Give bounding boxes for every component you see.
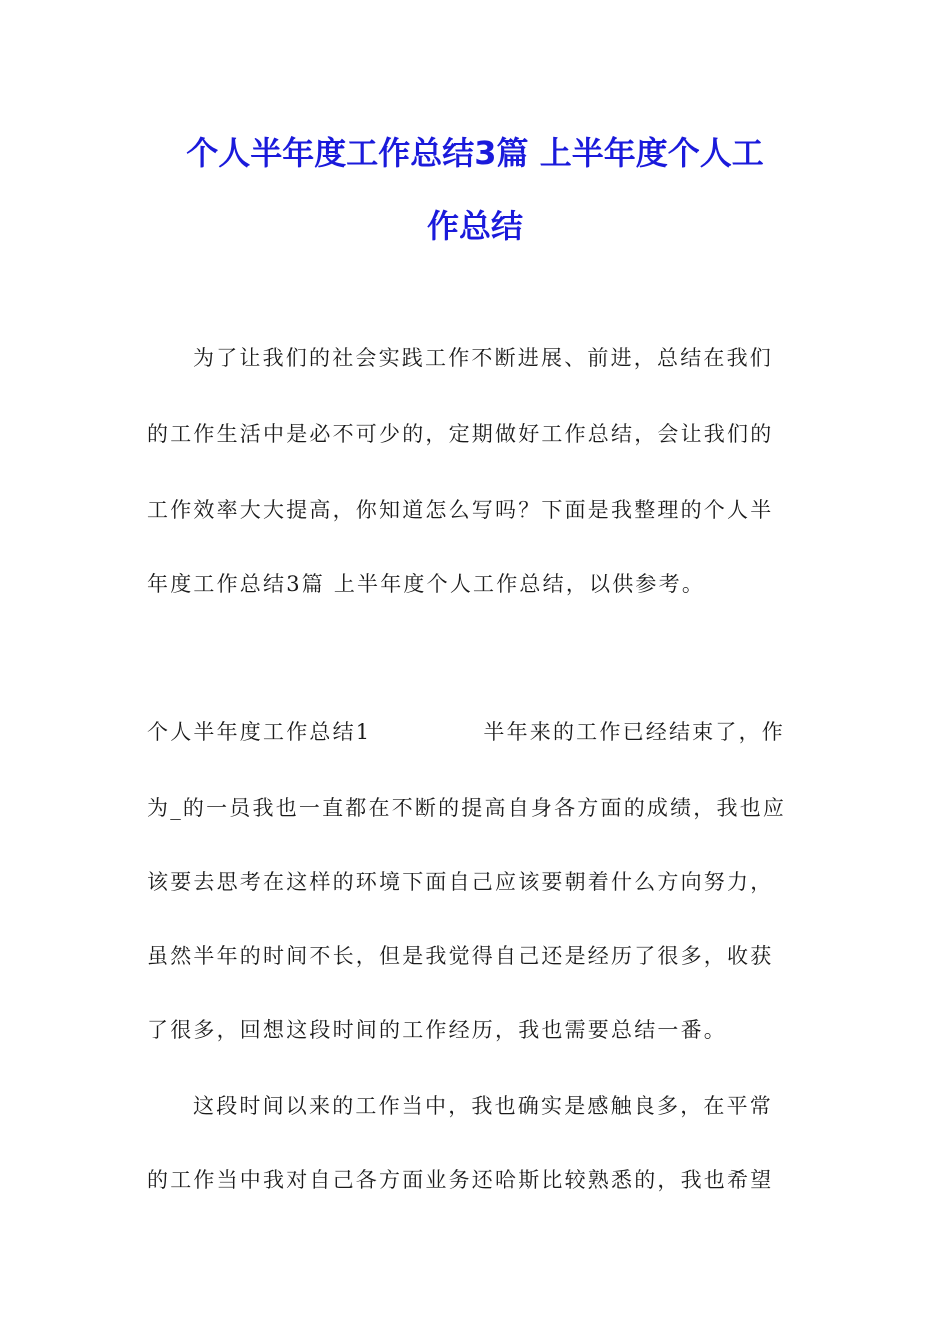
section-1-heading: 个人半年度工作总结1: [147, 720, 372, 744]
document-title-line-2: 作总结: [426, 207, 523, 245]
intro-line: 的工作生活中是必不可少的，定期做好工作总结，会让我们的: [147, 422, 774, 446]
section-1-text: 半年来的工作已经结束了，作: [483, 720, 785, 744]
paragraph-2-line: 这段时间以来的工作当中，我也确实是感触良多，在平常: [193, 1094, 773, 1118]
intro-line: 为了让我们的社会实践工作不断进展、前进，总结在我们: [193, 346, 773, 370]
intro-line: 年度工作总结3篇 上半年度个人工作总结，以供参考。: [147, 572, 706, 596]
intro-line: 工作效率大大提高，你知道怎么写吗？下面是我整理的个人半: [147, 498, 774, 522]
section-1-first-line: [147, 716, 803, 748]
section-1-line: 该要去思考在这样的环境下面自己应该要朝着什么方向努力，: [147, 870, 774, 894]
document-title-line-1: 个人半年度工作总结3篇 上半年度个人工: [186, 134, 764, 172]
section-1-line: 为_的一员我也一直都在不断的提高自身各方面的成绩，我也应: [147, 796, 787, 820]
paragraph-2-line: 的工作当中我对自己各方面业务还哈斯比较熟悉的，我也希望: [147, 1168, 774, 1192]
section-1-line: 了很多，回想这段时间的工作经历，我也需要总结一番。: [147, 1018, 727, 1042]
section-1-line: 虽然半年的时间不长，但是我觉得自己还是经历了很多，收获: [147, 944, 774, 968]
